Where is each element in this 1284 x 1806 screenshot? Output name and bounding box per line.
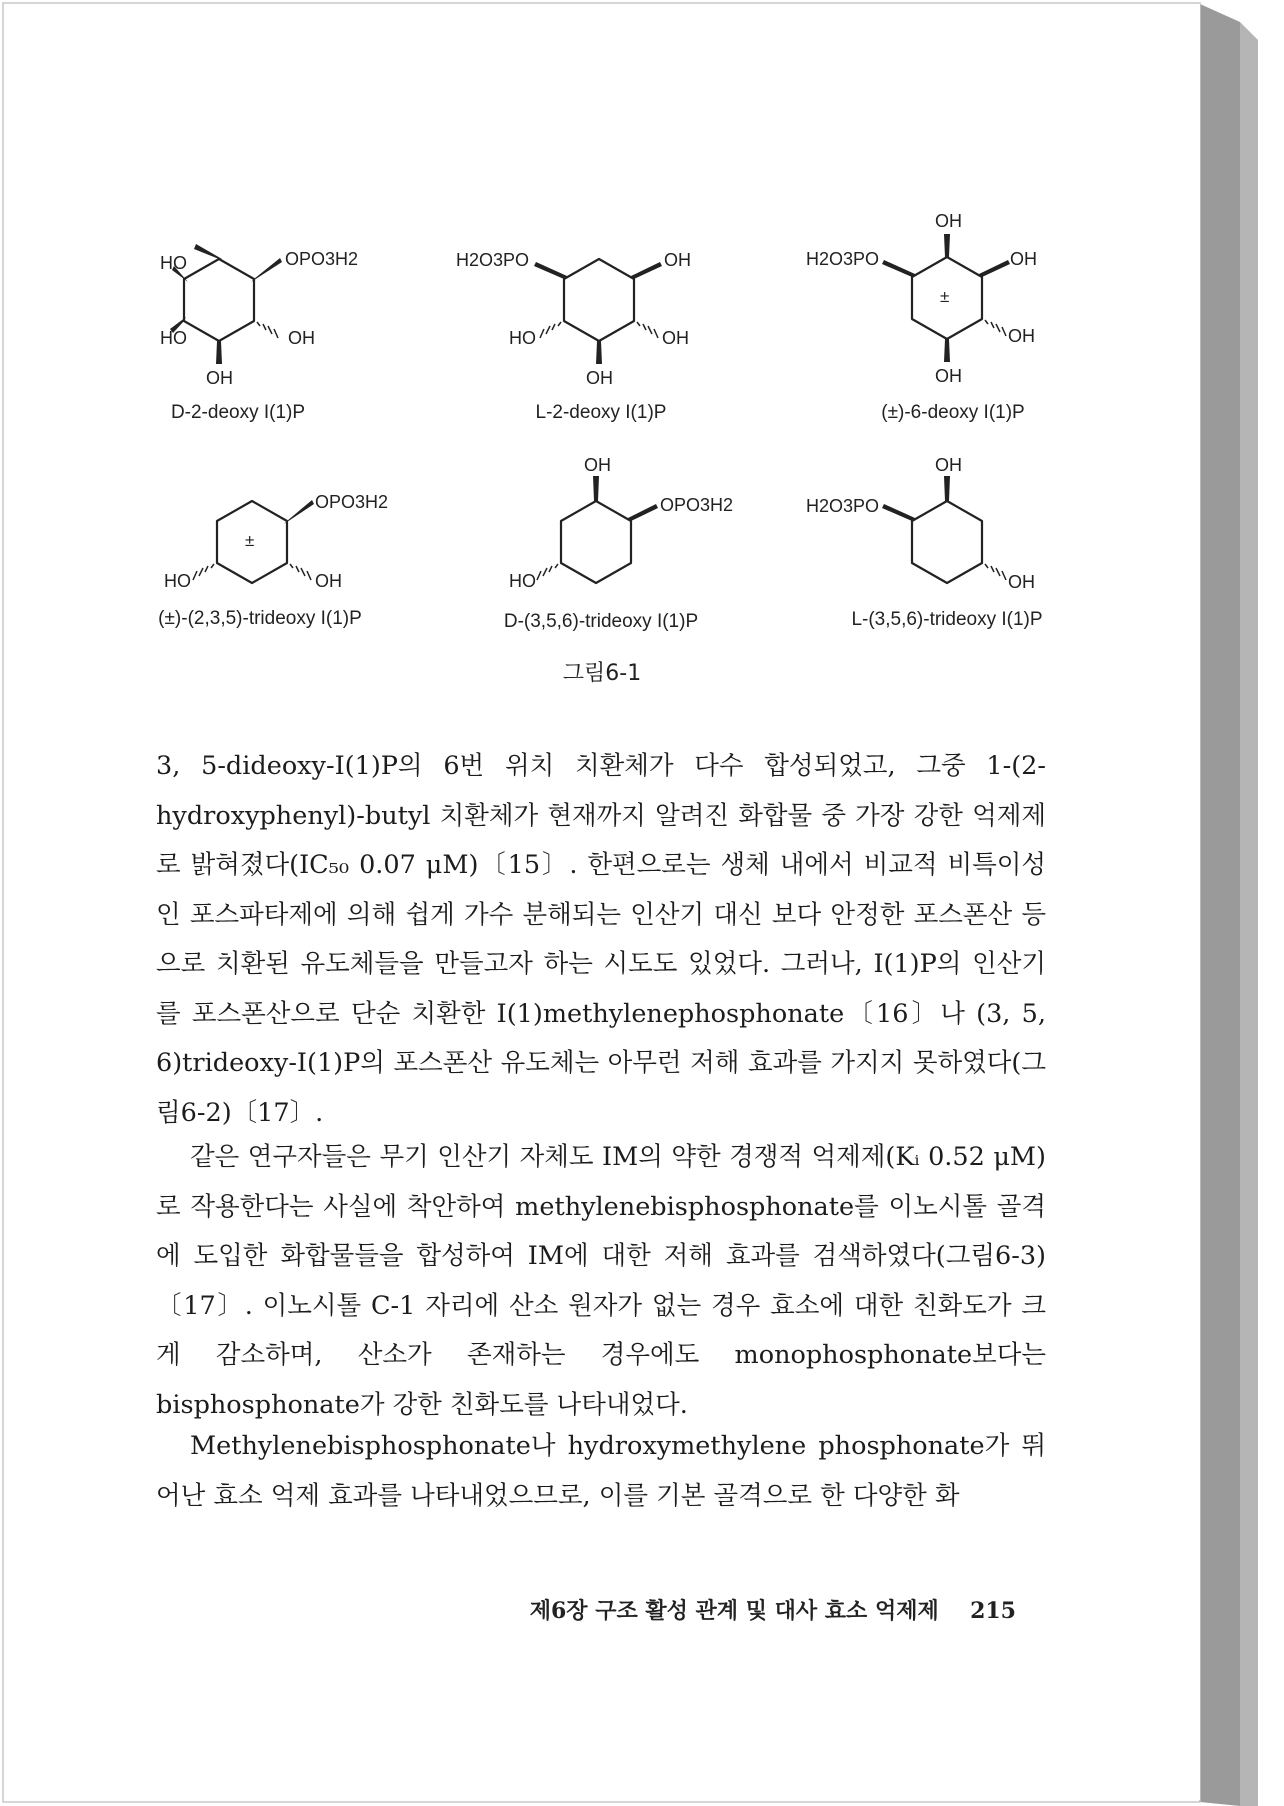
label-opo3h2: OPO3H2 xyxy=(660,495,734,515)
label-oh: OH xyxy=(288,328,315,348)
label-ho: HO xyxy=(509,328,536,348)
running-head: 제6장 구조 활성 관계 및 대사 효소 억제제 xyxy=(529,1598,939,1624)
page-number: 215 xyxy=(970,1598,1016,1624)
label-racemic: ± xyxy=(940,287,950,306)
label-oh: OH xyxy=(935,211,962,231)
label-h2o3po: H2O3PO xyxy=(806,496,880,516)
body-paragraph-2: 같은 연구자들은 무기 인산기 자체도 IM의 약한 경쟁적 억제제(Kᵢ 0.52 μM)로 작용한다는 사실에 착안하여 methylenebisphosphonate를 이노시톨 골격에 도입한 화합물들을 합성하여 IM에 대한 저해 효과를 검색하였다(그림6-3)〔17〕. 이노시톨 C-1 자리에 산소 원자가 없는 경우 효소에 대한 친화도가 크게 감소하며, 산소가 존재하는 경우에도 monophosphonate보다는 bisphosphonate가 강한 친화도를 나타내었다. xyxy=(156,1142,1046,1420)
book-page xyxy=(4,4,1200,1800)
caption-l-3-5-6-trideoxy: L-(3,5,6)-trideoxy I(1)P xyxy=(851,609,1043,630)
label-opo3h2: OPO3H2 xyxy=(285,249,359,269)
structure-l-2-deoxy xyxy=(456,250,691,423)
page-footer xyxy=(530,1594,1016,1625)
structure-l-3-5-6-trideoxy xyxy=(806,455,1043,630)
caption-d-2-deoxy: D-2-deoxy I(1)P xyxy=(170,402,306,423)
structure-2-3-5-trideoxy xyxy=(158,492,388,629)
label-oh: OH xyxy=(586,368,613,388)
structure-d-2-deoxy xyxy=(160,244,358,423)
label-oh: OH xyxy=(584,455,611,475)
body-paragraph-1: 3, 5-dideoxy-I(1)P의 6번 위치 치환체가 다수 합성되었고, 그중 1-(2-hydroxyphenyl)-butyl 치환체가 현재까지 알려진 화합물 중 가장 강한 억제제로 밝혀졌다(IC₅₀ 0.07 μM)〔15〕. 한편으로는 생체 내에서 비교적 비특이성인 포스파타제에 의해 쉽게 가수 분해되는 인산기 대신 보다 안정한 포스폰산 등으로 치환된 유도체들을 만들고자 하는 시도도 있었다. 그러나, I(1)P의 인산기를 포스폰산으로 단순 치환한 I(1)methylenephosphonate〔16〕나 (3, 5, 6)trideoxy-I(1)P의 포스폰산 유도체는 아무런 저해 효과를 가지지 못하였다(그림6-2)〔17〕. xyxy=(156,751,1046,1128)
figure-6-1 xyxy=(4,4,1200,664)
label-ho: HO xyxy=(509,571,536,591)
label-oh: OH xyxy=(664,250,691,270)
body-paragraph-3: Methylenebisphosphonate나 hydroxymethylene phosphonate가 뛰어난 효소 억제 효과를 나타내었으므로, 이를 기본 골격으로 한 다양한 화 xyxy=(156,1431,1046,1511)
label-oh: OH xyxy=(935,366,962,386)
label-oh: OH xyxy=(1008,572,1035,592)
label-opo3h2: OPO3H2 xyxy=(315,492,389,512)
label-oh: OH xyxy=(1008,326,1035,346)
structure-d-3-5-6-trideoxy xyxy=(504,455,733,632)
label-oh: OH xyxy=(1010,249,1037,269)
label-racemic: ± xyxy=(245,531,255,550)
label-h2o3po: H2O3PO xyxy=(456,250,530,270)
label-oh: OH xyxy=(935,455,962,475)
label-h2o3po: H2O3PO xyxy=(806,249,880,269)
label-ho: HO xyxy=(164,571,191,591)
label-ho: HO xyxy=(160,328,187,348)
label-oh: OH xyxy=(315,571,342,591)
figure-label: 그림6-1 xyxy=(562,661,642,686)
label-oh: OH xyxy=(662,328,689,348)
caption-d-3-5-6-trideoxy: D-(3,5,6)-trideoxy I(1)P xyxy=(503,611,699,632)
caption-2-3-5-trideoxy: (±)-(2,3,5)-trideoxy I(1)P xyxy=(158,608,362,629)
structure-6-deoxy xyxy=(806,211,1037,423)
caption-6-deoxy: (±)-6-deoxy I(1)P xyxy=(881,402,1025,423)
label-ho: HO xyxy=(160,253,187,273)
label-oh: OH xyxy=(206,368,233,388)
caption-l-2-deoxy: L-2-deoxy I(1)P xyxy=(535,402,667,423)
